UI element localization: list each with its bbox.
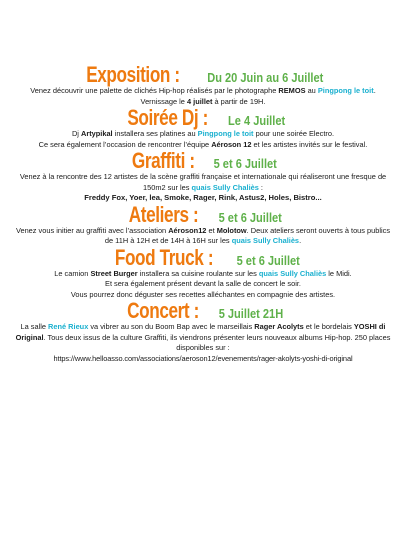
foodtruck-text-2: Et sera également présent devant la salle de concert le soir.	[105, 279, 301, 288]
venue-name: quais Sully Chaliès	[258, 268, 327, 278]
foodtruck-text-3: Vous pourrez donc déguster ses recettes alléchantes en compagnie des artistes.	[70, 289, 336, 299]
section-exposition	[0, 64, 406, 107]
section-dates: 5 et 6 Juillet	[236, 252, 300, 268]
section-dates: Le 4 Juillet	[228, 113, 286, 128]
section-dates: 5 et 6 Juillet	[218, 209, 282, 225]
section-header	[0, 64, 406, 86]
section-header	[0, 244, 406, 270]
section-title: Soirée Dj :	[126, 105, 208, 130]
hall-name: René Rieux	[48, 322, 89, 331]
dj-name: Artypikal	[80, 129, 113, 138]
exposition-text: Venez découvrir une palette de clichés Hip-hop réalisés par le photographe REMOS au Pingpong le toit.	[30, 86, 376, 95]
graffiti-text: Venez à la rencontre des 12 artistes de la scène graffiti française et internationale qui réaliseront une fresque de 150m2 sur les quais Sully Chaliès :	[19, 172, 387, 192]
venue-name: Pingpong le toit	[317, 86, 374, 95]
event-program	[0, 64, 406, 364]
ateliers-text: Venez vous initier au graffiti avec l’association Aéroson12 et Molotow. Deux ateliers seront ouverts à tous publics de 11H à 12H et de 14H à 16H sur les quais Sully Chaliès.	[15, 225, 391, 245]
section-header	[0, 150, 406, 172]
artist-name: Rager Acolyts	[254, 322, 304, 331]
venue-name: Pingpong le toit	[197, 129, 254, 138]
section-header	[0, 300, 406, 322]
section-header	[0, 201, 406, 227]
vernissage-text: Vernissage le 4 juillet à partir de 19H.	[140, 96, 266, 106]
section-title: Graffiti :	[132, 148, 195, 173]
section-header	[0, 107, 406, 129]
partner-name: Molotow	[216, 225, 247, 235]
vernissage-date: 4 juillet	[186, 96, 213, 106]
section-soiree-dj	[0, 107, 406, 150]
soiree-text-2: Ce sera également l’occasion de rencontrer l’équipe Aéroson 12 et les artistes invités sur le festival.	[38, 139, 368, 149]
venue-name: quais Sully Chaliès	[191, 182, 259, 192]
foodtruck-text-1: Le camion Street Burger installera sa cuisine roulante sur les quais Sully Chaliès le Midi.	[54, 268, 352, 278]
photographer-name: REMOS	[278, 86, 306, 95]
association-name: Aéroson12	[168, 225, 207, 235]
ticket-url[interactable]: https://www.helloasso.com/associations/aeroson12/evenements/rager-akolyts-yoshi-di-original	[53, 353, 353, 363]
team-name: Aéroson 12	[211, 139, 252, 149]
section-ateliers	[0, 201, 406, 247]
section-food-truck	[0, 244, 406, 301]
section-title: Food Truck :	[114, 244, 213, 270]
section-graffiti	[0, 150, 406, 204]
section-title: Exposition :	[85, 62, 180, 87]
truck-name: Street Burger	[90, 268, 138, 278]
section-title: Concert :	[126, 298, 199, 323]
section-dates: Du 20 Juin au 6 Juillet	[207, 70, 324, 85]
concert-text: La salle René Rieux va vibrer au son du Boom Bap avec le marseillais Rager Acolyts et le bordelais YOSHI di Original. Tous deux issus de la culture Graffiti, ils viendrons présenter leurs nouveaux albums Hip-hop. 250 places disponibles sur :	[15, 322, 391, 352]
soiree-text-1: Dj Artypikal installera ses platines au Pingpong le toit pour une soirée Electro.	[71, 129, 335, 138]
section-dates: 5 Juillet 21H	[219, 306, 284, 321]
section-title: Ateliers :	[128, 201, 199, 227]
artist-name: YOSHI di Original	[15, 322, 386, 342]
venue-name: quais Sully Chaliès	[231, 236, 300, 245]
artist-list: Freddy Fox, Yoer, lea, Smoke, Rager, Rink, Astus2, Holes, Bistro...	[84, 193, 322, 202]
section-dates: 5 et 6 Juillet	[213, 156, 278, 171]
section-concert	[0, 300, 406, 364]
